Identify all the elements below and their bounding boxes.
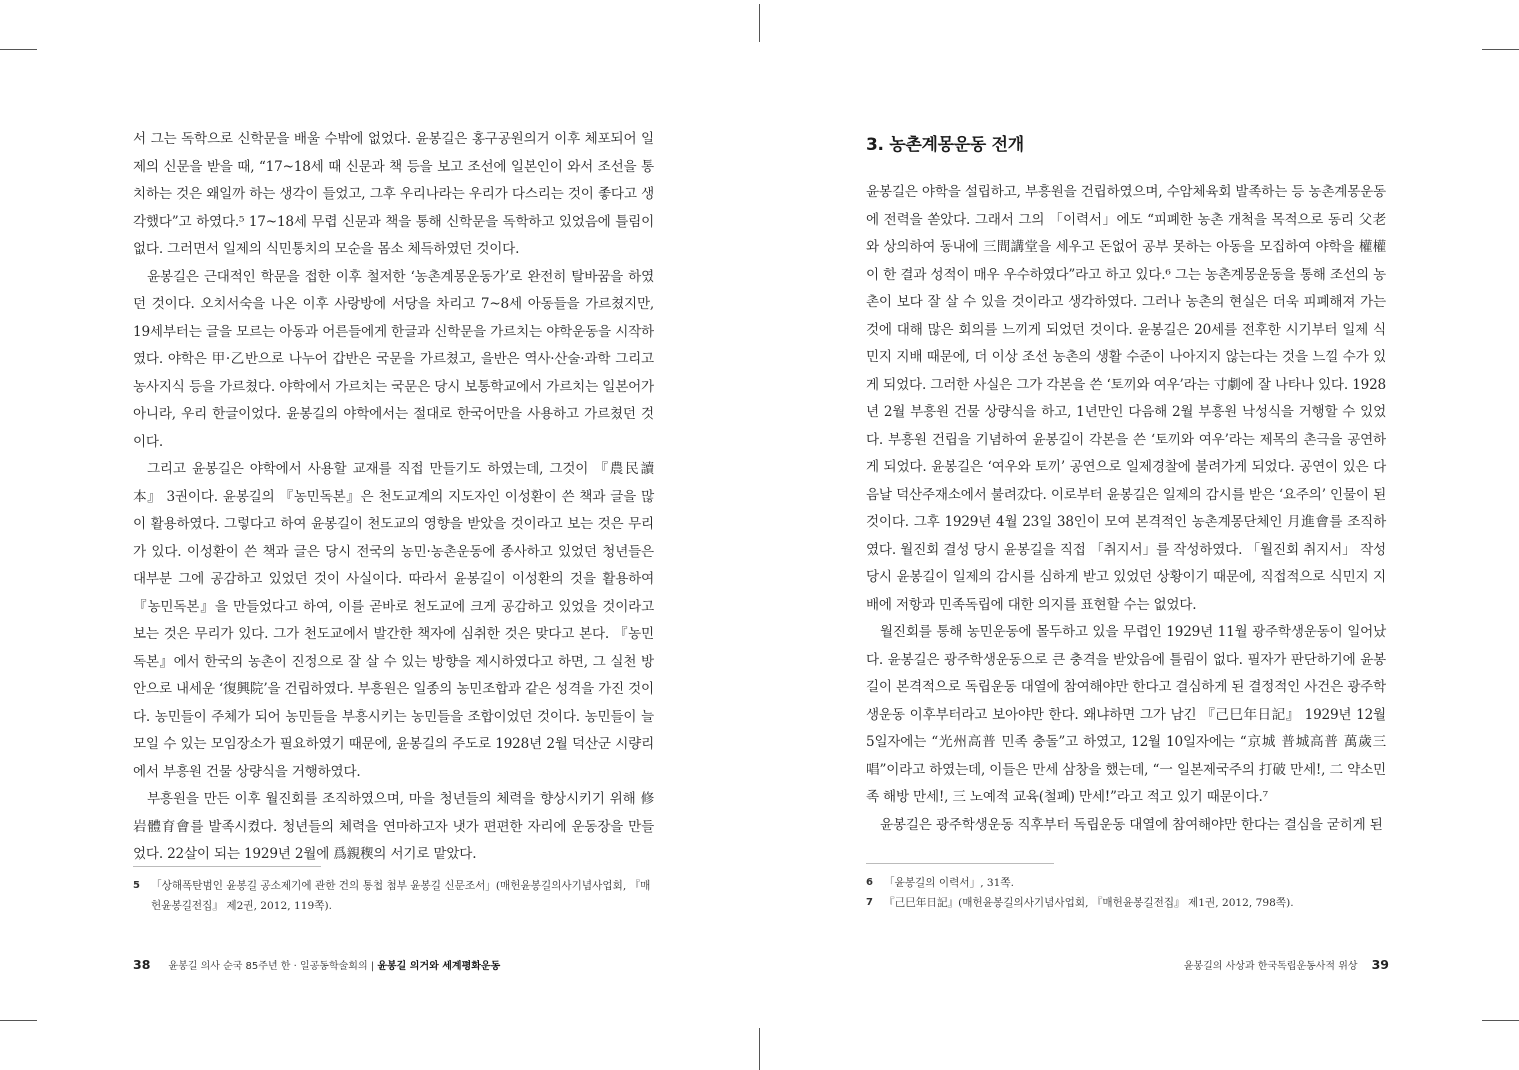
footnote-text: 「윤봉길의 이력서」, 31쪽. <box>884 877 1015 889</box>
left-paragraph-3: 그리고 윤봉길은 야학에서 사용할 교재를 직접 만들기도 하였는데, 그것이 『農民讀本』 3권이다. 윤봉길의 『농민독본』은 천도교계의 지도자인 이성환이 쓴 책과 글을 많이 활용하였다. 그렇다고 하여 윤봉길이 천도교의 영향을 받았을 것이라고 보는 것은 무리가 있다. 이성환이 쓴 책과 글은 당시 전국의 농민·농촌운동에 종사하고 있었던 청년들은 대부분 그에 공감하고 있었던 것이 사실이다. 따라서 윤봉길이 이성환의 것을 활용하여 『농민독본』을 만들었다고 하여, 이를 곧바로 천도교에 크게 공감하고 있었을 것이라고 보는 것은 무리가 있다. 그가 천도교에서 발간한 책자에 심취한 것은 맞다고 본다. 『농민독본』에서 한국의 농촌이 진정으로 잘 살 수 있는 방향을 제시하였다고 하면, 그 실천 방안으로 내세운 ‘復興院’을 건립하였다. 부흥원은 일종의 농민조합과 같은 성격을 가진 것이다. 농민들이 주체가 되어 농민들을 부흥시키는 농민들을 조합이었던 것이다. 농민들이 늘 모일 수 있는 모임장소가 필요하였기 때문에, 윤봉길의 주도로 1928년 2월 덕산군 시량리에서 부흥원 건물 상량식을 거행하였다. <box>133 461 654 780</box>
left-paragraph-1: 서 그는 독학으로 신학문을 배울 수밖에 없었다. 윤봉길은 홍구공원의거 이후 체포되어 일제의 신문을 받을 때, “17~18세 때 신문과 책 등을 보고 조선에 일본인이 와서 조선을 통치하는 것은 왜일까 하는 생각이 들었고, 그후 우리나라는 우리가 다스리는 것이 좋다고 생각했다”고 하였다.⁵ 17~18세 무렵 신문과 책을 통해 신학문을 독학하고 있었음에 틀림이 없다. 그러면서 일제의 식민통치의 모순을 몸소 체득하였던 것이다. <box>133 131 654 257</box>
running-head-series: 윤봉길 의사 순국 85주년 한 · 일공동학술회의 | <box>168 961 378 972</box>
footnote-number: 6 <box>866 877 873 888</box>
left-paragraph-4: 부흥원을 만든 이후 월진회를 조직하였으며, 마을 청년들의 체력을 향상시키기 위해 修岩體育會를 발족시켰다. 청년들의 체력을 연마하고자 냇가 편편한 자리에 운동장을 만들었다. 22살이 되는 1929년 2월에 爲親稧의 서기로 맡았다. <box>133 791 654 862</box>
left-footnote-rule <box>133 866 321 867</box>
left-paragraph-2: 윤봉길은 근대적인 학문을 접한 이후 철저한 ‘농촌계몽운동가’로 완전히 탈바꿈을 하였던 것이다. 오치서숙을 나온 이후 사랑방에 서당을 차리고 7~8세 아동들을 가르쳤지만, 19세부터는 글을 모르는 아동과 어른들에게 한글과 신학문을 가르치는 야학운동을 시작하였다. 야학은 甲·乙반으로 나누어 갑반은 국문을 가르쳤고, 을반은 역사·산술·과학 그리고 농사지식 등을 가르쳤다. 야학에서 가르치는 국문은 당시 보통학교에서 가르치는 일본어가 아니라, 우리 한글이었다. 윤봉길의 야학에서는 절대로 한국어만을 사용하고 가르쳤던 것이다. <box>133 268 654 450</box>
footnote-number: 5 <box>133 880 140 891</box>
right-paragraph-2: 월진회를 통해 농민운동에 몰두하고 있을 무렵인 1929년 11월 광주학생운동이 일어났다. 윤봉길은 광주학생운동으로 큰 충격을 받았음에 틀림이 없다. 필자가 판단하기에 윤봉길이 본격적으로 독립운동 대열에 참여해야만 한다고 결심하게 된 결정적인 사건은 광주학생운동 이후부터라고 보아야만 한다. 왜냐하면 그가 남긴 『己巳年日記』 1929년 12월 5일자에는 “光州高普 민족 충돌”고 하였고, 12월 10일자에는 “京城 普城高普 萬歲三唱”이라고 하였는데, 이들은 만세 삼창을 했는데, “一 일본제국주의 打破 만세!, 二 약소민족 해방 만세!, 三 노예적 교육(철폐) 만세!”라고 적고 있기 때문이다.⁷ <box>866 624 1386 805</box>
right-paragraph-3: 윤봉길은 광주학생운동 직후부터 독립운동 대열에 참여해야만 한다는 결심을 굳히게 된 <box>880 816 1383 833</box>
footnote-6 <box>866 873 1391 893</box>
section-heading: 3. 농촌계몽운동 전개 <box>866 135 1024 155</box>
right-folio <box>1184 957 1389 972</box>
footnote-5 <box>133 876 658 916</box>
right-footnotes <box>866 873 1391 913</box>
footnote-number: 7 <box>866 897 873 908</box>
footnote-7 <box>866 893 1391 913</box>
right-footnote-rule <box>866 863 1054 864</box>
right-page <box>760 0 1519 1070</box>
left-body-text <box>133 126 654 869</box>
page-number: 39 <box>1371 957 1389 972</box>
right-body-text <box>866 179 1386 839</box>
right-paragraph-1: 윤봉길은 야학을 설립하고, 부흥원을 건립하였으며, 수암체육회 발족하는 등 농촌계몽운동에 전력을 쏟았다. 그래서 그의 「이력서」에도 “피폐한 농촌 개척을 목적으로 동리 父老와 상의하여 동내에 三間講堂을 세우고 돈없어 공부 못하는 아동을 모집하여 야학을 權權이 한 결과 성적이 매우 우수하였다”라고 하고 있다.⁶ 그는 농촌계몽운동을 통해 조선의 농촌이 보다 잘 살 수 있을 것이라고 생각하였다. 그러나 농촌의 현실은 더욱 피폐해져 가는 것에 대해 많은 회의를 느끼게 되었던 것이다. 윤봉길은 20세를 전후한 시기부터 일제 식민지 지배 때문에, 더 이상 조선 농촌의 생활 수준이 나아지지 않는다는 것을 느낄 수가 있게 되었다. 그러한 사실은 그가 각본을 쓴 ‘토끼와 여우’라는 寸劇에 잘 나타나 있다. 1928년 2월 부흥원 건물 상량식을 하고, 1년만인 다음해 2월 부흥원 낙성식을 거행할 수 있었다. 부흥원 건립을 기념하여 윤봉길이 각본을 쓴 ‘토끼와 여우’라는 제목의 촌극을 공연하게 되었다. 윤봉길은 ‘여우와 토끼’ 공연으로 일제경찰에 불려가게 되었다. 공연이 있은 다음날 덕산주재소에서 불려갔다. 이로부터 윤봉길은 일제의 감시를 받은 ‘요주의’ 인물이 된 것이다. 그후 1929년 4월 23일 38인이 모여 본격적인 농촌계몽단체인 月進會를 조직하였다. 월진회 결성 당시 윤봉길을 직접 「취지서」를 작성하였다. 「월진회 취지서」 작성 당시 윤봉길이 일제의 감시를 심하게 받고 있었던 상황이기 때문에, 직접적으로 식민지 지배에 저항과 민족독립에 대한 의지를 표현할 수는 없었다. <box>866 184 1386 613</box>
running-head-book-title: 윤봉길 의거와 세계평화운동 <box>377 961 501 972</box>
left-folio <box>133 957 500 972</box>
page-number: 38 <box>133 957 151 972</box>
left-footnotes <box>133 876 658 916</box>
footnote-text: 「상해폭탄범인 윤봉길 공소제기에 관한 건의 통첩 첨부 윤봉길 신문조서」(매헌윤봉길의사기념사업회, 『매헌윤봉길전집』 제2권, 2012, 119쪽). <box>151 880 651 912</box>
footnote-text: 『己巳年日記』(매헌윤봉길의사기념사업회, 『매헌윤봉길전집』 제1권, 2012, 798쪽). <box>884 897 1294 909</box>
running-head-chapter-title: 윤봉길의 사상과 한국독립운동사적 위상 <box>1183 961 1358 972</box>
